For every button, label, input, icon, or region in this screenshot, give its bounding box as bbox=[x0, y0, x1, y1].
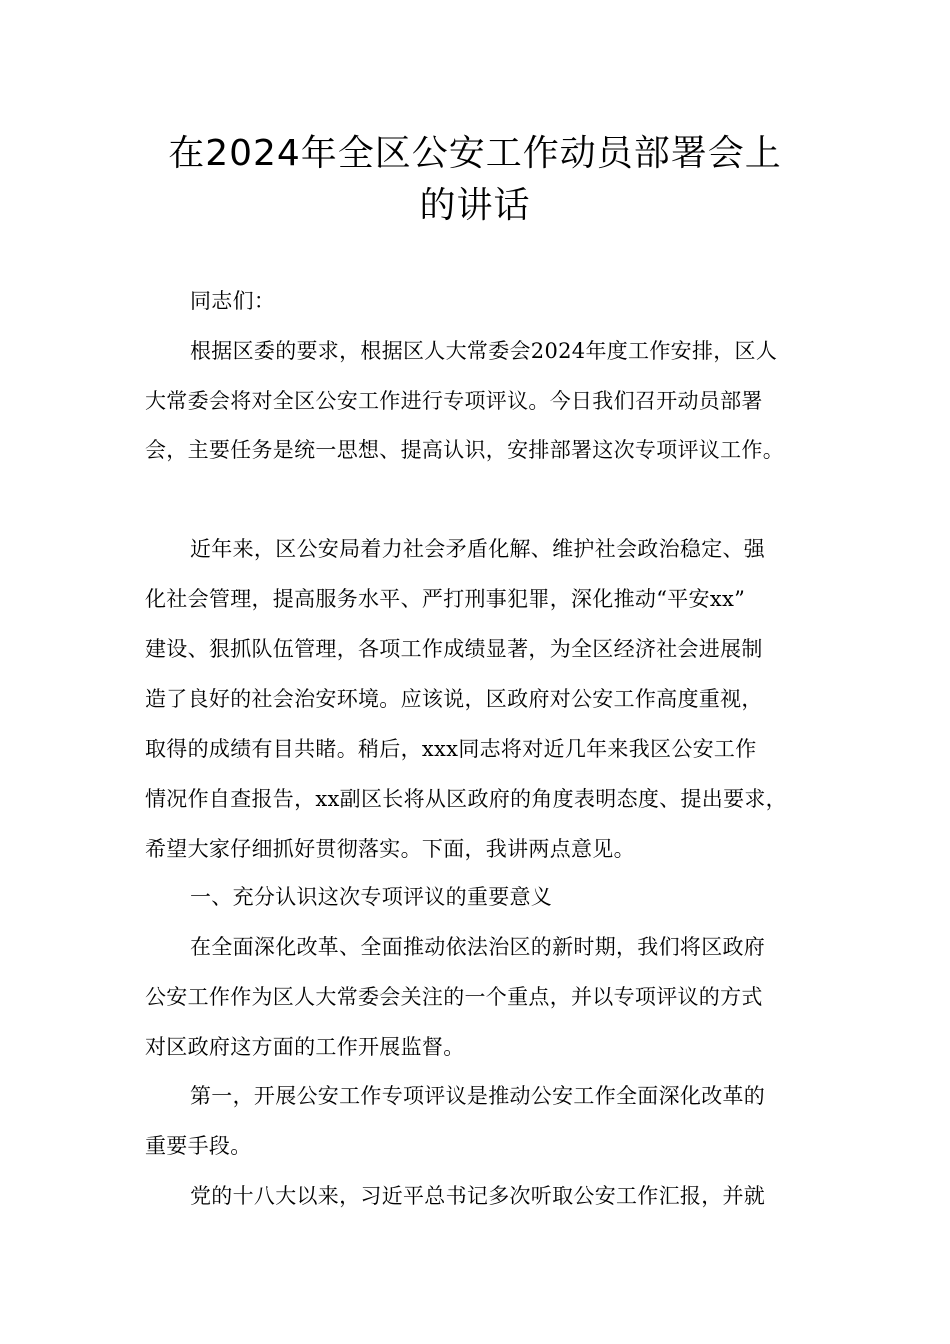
paragraph-line: 建设、狠抓队伍管理，各项工作成绩显著，为全区经济社会进展制 bbox=[145, 637, 763, 661]
document-title bbox=[140, 128, 810, 232]
paragraph-line: 重要手段。 bbox=[145, 1134, 252, 1158]
paragraph-line: 在全面深化改革、全面推动依法治区的新时期，我们将区政府 bbox=[190, 935, 766, 959]
paragraph-line: 党的十八大以来，习近平总书记多次听取公安工作汇报，并就 bbox=[190, 1184, 766, 1208]
section-heading: 一、充分认识这次专项评议的重要意义 bbox=[190, 885, 553, 909]
paragraph-line: 公安工作作为区人大常委会关注的一个重点，并以专项评议的方式 bbox=[145, 985, 763, 1009]
paragraph-line: 化社会管理，提高服务水平、严打刑事犯罪，深化推动“平安xx” bbox=[145, 587, 746, 611]
paragraph-line: 近年来，区公安局着力社会矛盾化解、维护社会政治稳定、强 bbox=[190, 537, 766, 561]
paragraph-line: 造了良好的社会治安环境。应该说，区政府对公安工作高度重视， bbox=[145, 687, 763, 711]
title-line-2: 的讲话 bbox=[419, 185, 531, 226]
paragraph-line: 取得的成绩有目共睹。稍后，xxx同志将对近几年来我区公安工作 bbox=[145, 737, 757, 761]
title-line-1: 在2024年全区公安工作动员部署会上 bbox=[168, 133, 782, 174]
paragraph-line: 根据区委的要求，根据区人大常委会2024年度工作安排，区人 bbox=[190, 339, 778, 363]
salutation: 同志们： bbox=[190, 289, 276, 313]
paragraph-line: 对区政府这方面的工作开展监督。 bbox=[145, 1035, 465, 1059]
paragraph-line: 大常委会将对全区公安工作进行专项评议。今日我们召开动员部署 bbox=[145, 389, 763, 413]
paragraph-line: 希望大家仔细抓好贯彻落实。下面，我讲两点意见。 bbox=[145, 837, 635, 861]
paragraph-line: 情况作自查报告，xx副区长将从区政府的角度表明态度、提出要求， bbox=[145, 787, 787, 811]
paragraph-line: 第一，开展公安工作专项评议是推动公安工作全面深化改革的 bbox=[190, 1084, 766, 1108]
paragraph-line: 会，主要任务是统一思想、提高认识，安排部署这次专项评议工作。 bbox=[145, 438, 784, 462]
